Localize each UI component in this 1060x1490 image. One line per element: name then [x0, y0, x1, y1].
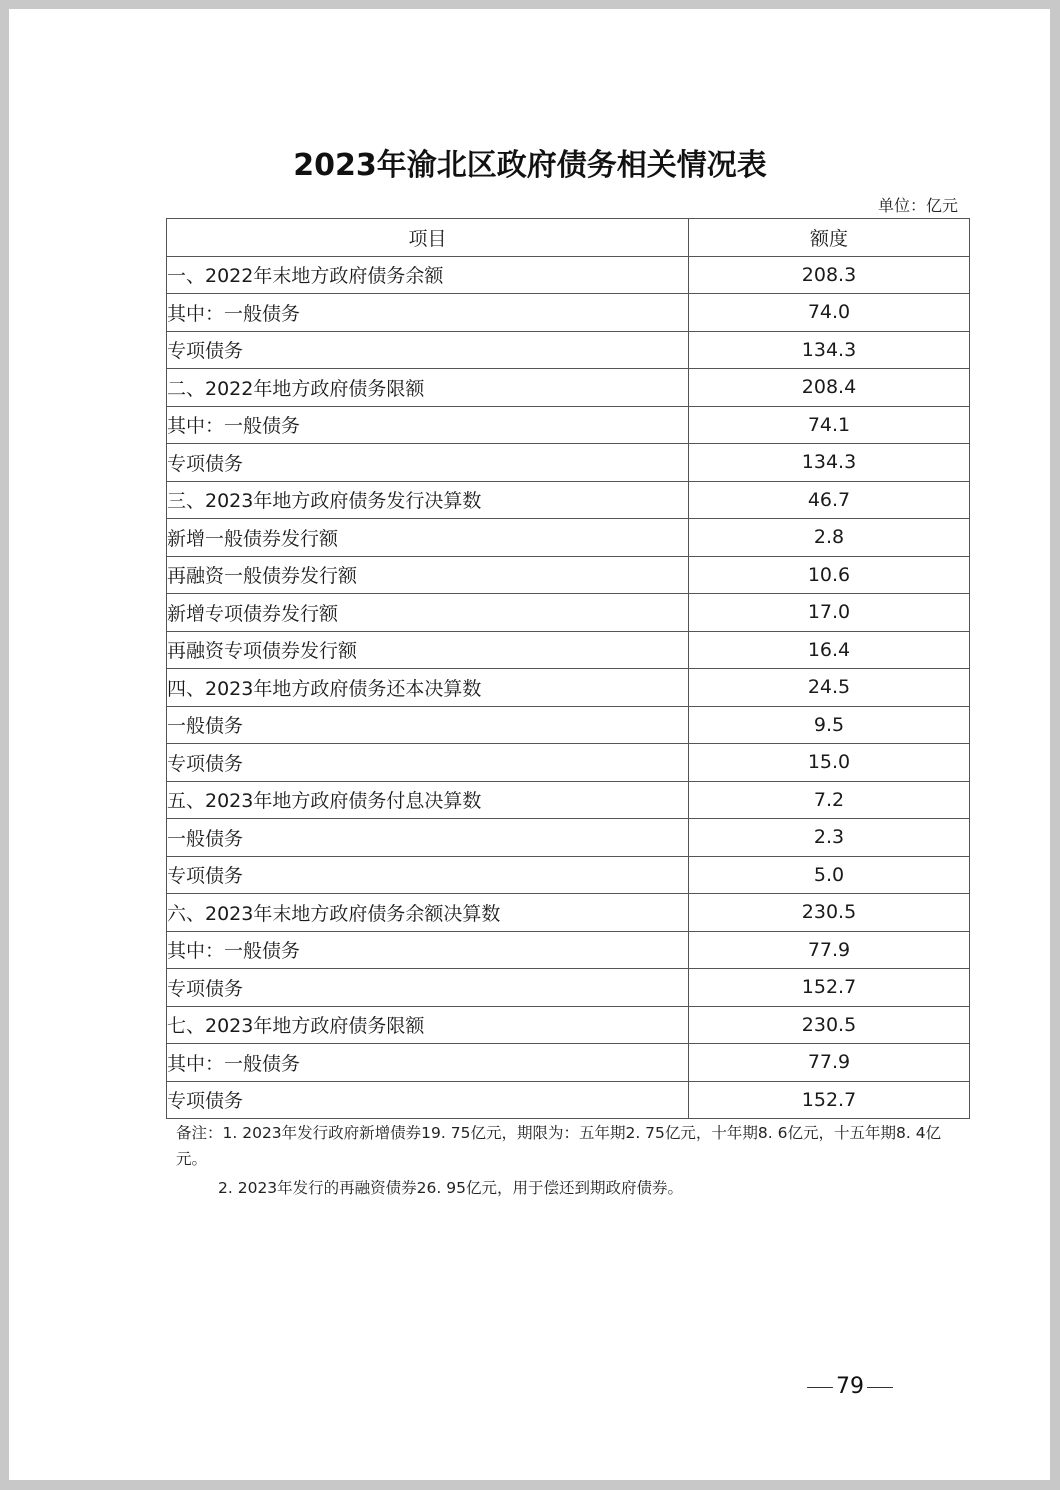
row-label: 再融资一般债券发行额	[167, 556, 689, 594]
row-amount: 230.5	[689, 1006, 970, 1044]
row-label: 专项债务	[167, 856, 689, 894]
row-amount: 77.9	[689, 1044, 970, 1082]
page-title: 2023年渝北区政府债务相关情况表	[293, 148, 767, 183]
header-item: 项目	[167, 219, 689, 257]
debt-table	[166, 218, 970, 1119]
table-row	[167, 931, 970, 969]
row-amount: 208.4	[689, 369, 970, 407]
table-row	[167, 256, 970, 294]
row-amount: 2.3	[689, 819, 970, 857]
row-amount: 10.6	[689, 556, 970, 594]
row-amount: 74.1	[689, 406, 970, 444]
table-row	[167, 556, 970, 594]
table-header-row	[167, 219, 970, 257]
table-row	[167, 294, 970, 332]
table-row	[167, 631, 970, 669]
row-amount: 5.0	[689, 856, 970, 894]
table-row	[167, 894, 970, 932]
row-label: 四、2023年地方政府债务还本决算数	[167, 669, 689, 707]
row-label: 五、2023年地方政府债务付息决算数	[167, 781, 689, 819]
row-label: 新增一般债券发行额	[167, 519, 689, 557]
table-row	[167, 706, 970, 744]
page-number-value: 79	[836, 1374, 864, 1399]
row-label: 其中：一般债务	[167, 931, 689, 969]
table-row	[167, 669, 970, 707]
table-row	[167, 744, 970, 782]
table-row	[167, 781, 970, 819]
row-label: 其中：一般债务	[167, 1044, 689, 1082]
row-label: 一、2022年末地方政府债务余额	[167, 256, 689, 294]
row-amount: 24.5	[689, 669, 970, 707]
row-label: 专项债务	[167, 444, 689, 482]
page-number	[790, 1374, 910, 1399]
row-label: 专项债务	[167, 1081, 689, 1119]
row-label: 七、2023年地方政府债务限额	[167, 1006, 689, 1044]
row-label: 再融资专项债券发行额	[167, 631, 689, 669]
note-1: 备注：1. 2023年发行政府新增债券19. 75亿元，期限为：五年期2. 75亿元，十年期8. 6亿元，十五年期8. 4亿元。	[176, 1124, 942, 1168]
row-label: 三、2023年地方政府债务发行决算数	[167, 481, 689, 519]
table-row	[167, 594, 970, 632]
row-amount: 208.3	[689, 256, 970, 294]
row-amount: 17.0	[689, 594, 970, 632]
row-label: 六、2023年末地方政府债务余额决算数	[167, 894, 689, 932]
table-row	[167, 1044, 970, 1082]
table-row	[167, 1006, 970, 1044]
row-amount: 77.9	[689, 931, 970, 969]
row-label: 专项债务	[167, 331, 689, 369]
row-amount: 230.5	[689, 894, 970, 932]
row-amount: 2.8	[689, 519, 970, 557]
row-amount: 16.4	[689, 631, 970, 669]
table-row	[167, 481, 970, 519]
table-row	[167, 856, 970, 894]
row-label: 一般债务	[167, 706, 689, 744]
row-label: 专项债务	[167, 744, 689, 782]
row-label: 新增专项债券发行额	[167, 594, 689, 632]
table-body	[167, 256, 970, 1119]
row-amount: 134.3	[689, 331, 970, 369]
row-amount: 7.2	[689, 781, 970, 819]
row-amount: 152.7	[689, 969, 970, 1007]
row-amount: 134.3	[689, 444, 970, 482]
row-label: 其中：一般债务	[167, 406, 689, 444]
note-2: 2. 2023年发行的再融资债券26. 95亿元，用于偿还到期政府债券。	[218, 1179, 683, 1197]
dash-left	[807, 1387, 833, 1388]
row-amount: 9.5	[689, 706, 970, 744]
row-amount: 46.7	[689, 481, 970, 519]
dash-right	[867, 1387, 893, 1388]
table-row	[167, 1081, 970, 1119]
row-label: 专项债务	[167, 969, 689, 1007]
table-row	[167, 444, 970, 482]
row-label: 其中：一般债务	[167, 294, 689, 332]
header-amount: 额度	[689, 219, 970, 257]
table-row	[167, 969, 970, 1007]
table-row	[167, 369, 970, 407]
row-label: 一般债务	[167, 819, 689, 857]
row-label: 二、2022年地方政府债务限额	[167, 369, 689, 407]
table-row	[167, 819, 970, 857]
row-amount: 15.0	[689, 744, 970, 782]
table-row	[167, 519, 970, 557]
row-amount: 74.0	[689, 294, 970, 332]
unit-label: 单位：亿元	[877, 196, 958, 215]
row-amount: 152.7	[689, 1081, 970, 1119]
table-row	[167, 331, 970, 369]
table-row	[167, 406, 970, 444]
